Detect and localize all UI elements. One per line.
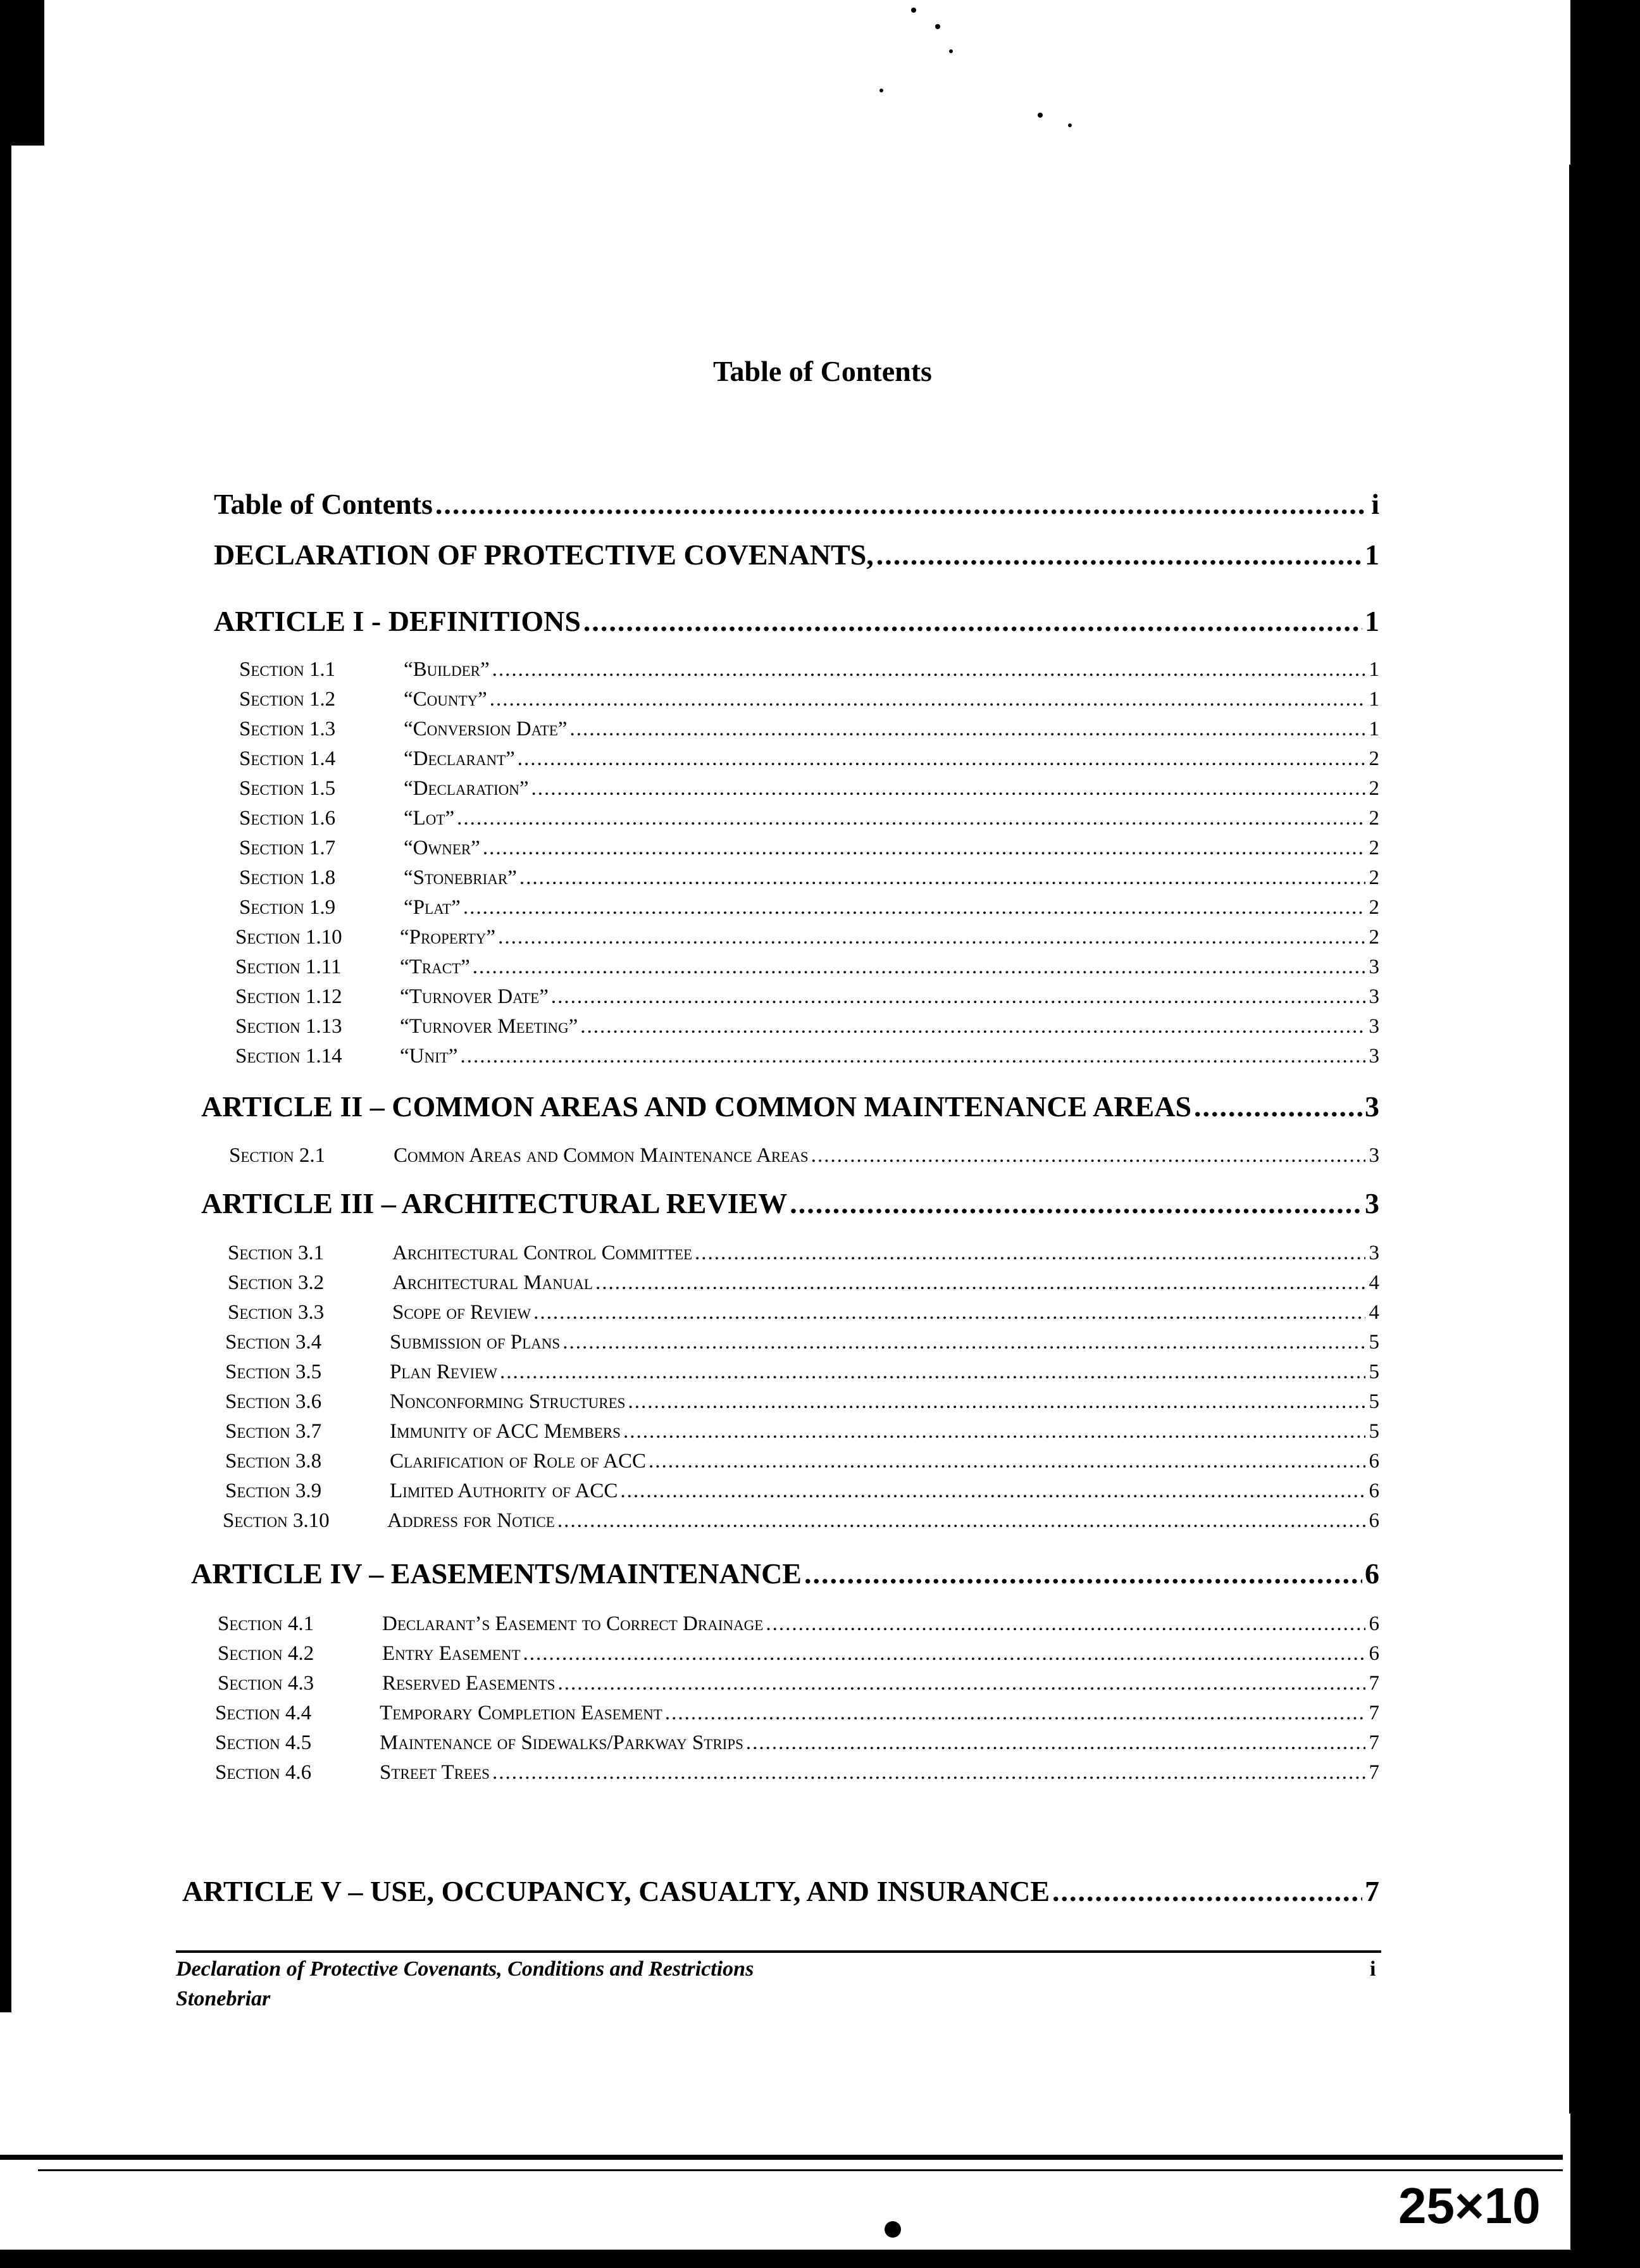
toc-dot-leader: [557, 1509, 1365, 1533]
toc-page-number: 7: [1365, 1875, 1379, 1907]
toc-entry-title: “Unit”: [400, 1045, 458, 1068]
toc-dot-leader: [665, 1702, 1365, 1725]
toc-dot-leader: [518, 747, 1365, 771]
toc-section-entry: [239, 777, 1379, 801]
toc-section-entry: [228, 1301, 1379, 1324]
toc-section-entry: [239, 896, 1379, 919]
toc-page-number: 6: [1365, 1557, 1379, 1590]
toc-page-number: 6: [1369, 1450, 1379, 1473]
toc-section-entry: [223, 1509, 1379, 1533]
toc-entry-title: “Plat”: [404, 896, 461, 919]
toc-page-number: 2: [1369, 807, 1379, 830]
footer-rule: [176, 1950, 1381, 1953]
toc-entry-title: Nonconforming Structures: [390, 1390, 626, 1413]
toc-dot-leader: [623, 1420, 1365, 1443]
toc-page-number: 3: [1365, 1090, 1379, 1123]
toc-page-number: 1: [1365, 539, 1379, 571]
toc-page-number: 6: [1369, 1480, 1379, 1502]
toc-page-number: 6: [1369, 1509, 1379, 1532]
toc-dot-leader: [876, 538, 1362, 571]
toc-section-number: Section 3.10: [223, 1509, 330, 1532]
toc-entry-title: Maintenance of Sidewalks/Parkway Strips: [380, 1731, 743, 1754]
toc-page-number: 3: [1369, 1242, 1379, 1264]
toc-page-number: 2: [1369, 747, 1379, 770]
toc-dot-leader: [1194, 1090, 1362, 1123]
toc-heading-entry: [201, 1090, 1379, 1123]
toc-section-entry: [215, 1702, 1379, 1725]
toc-entry-title: Submission of Plans: [390, 1331, 561, 1354]
toc-dot-leader: [490, 688, 1365, 711]
toc-dot-leader: [766, 1612, 1365, 1636]
toc-page-number: i: [1371, 488, 1379, 520]
toc-entry-title: Temporary Completion Easement: [380, 1702, 662, 1724]
toc-dot-leader: [1052, 1874, 1362, 1908]
toc-dot-leader: [649, 1450, 1365, 1473]
toc-dot-leader: [580, 1015, 1365, 1038]
toc-dot-leader: [557, 1672, 1365, 1695]
toc-section-entry: [228, 1242, 1379, 1265]
toc-entry-title: Scope of Review: [392, 1301, 531, 1324]
toc-dot-leader: [620, 1480, 1365, 1503]
toc-section-number: Section 1.10: [235, 926, 342, 949]
toc-entry-title: ARTICLE IV – EASEMENTS/MAINTENANCE: [191, 1557, 802, 1590]
footer-project-name: Stonebriar: [176, 1987, 271, 2010]
toc-entry-title: ARTICLE I - DEFINITIONS: [214, 605, 581, 637]
toc-section-entry: [235, 956, 1379, 979]
toc-section-entry: [239, 837, 1379, 860]
toc-dot-leader: [804, 1557, 1362, 1590]
toc-page-number: 7: [1369, 1702, 1379, 1724]
toc-entry-title: “Conversion Date”: [404, 718, 568, 740]
toc-entry-title: ARTICLE V – USE, OCCUPANCY, CASUALTY, AND INSURANCE: [182, 1875, 1050, 1907]
toc-entry-title: Architectural Manual: [392, 1271, 593, 1294]
toc-section-number: Section 3.6: [225, 1390, 322, 1413]
toc-page-number: 2: [1369, 866, 1379, 889]
toc-section-number: Section 3.9: [225, 1480, 322, 1502]
toc-page-number: 2: [1369, 926, 1379, 949]
toc-section-entry: [239, 747, 1379, 771]
toc-entry-title: Entry Easement: [382, 1642, 521, 1665]
toc-page-number: 5: [1369, 1390, 1379, 1413]
toc-page-number: 5: [1369, 1331, 1379, 1354]
toc-page-number: 1: [1369, 688, 1379, 711]
toc-entry-title: “Lot”: [404, 807, 455, 830]
toc-section-entry: [215, 1731, 1379, 1755]
toc-entry-title: Declarant’s Easement to Correct Drainage: [382, 1612, 764, 1635]
scan-bottom-line: [0, 2155, 1563, 2160]
toc-section-entry: [239, 866, 1379, 890]
toc-section-number: Section 3.4: [225, 1331, 322, 1354]
toc-section-entry: [235, 926, 1379, 949]
toc-page-number: 5: [1369, 1361, 1379, 1383]
scan-circle-mark: [885, 2221, 901, 2238]
toc-section-entry: [225, 1450, 1379, 1473]
toc-section-entry: [235, 1045, 1379, 1068]
toc-section-entry: [218, 1642, 1379, 1666]
toc-entry-title: “Property”: [400, 926, 496, 949]
toc-page-number: 4: [1369, 1271, 1379, 1294]
toc-entry-title: Immunity of ACC Members: [390, 1420, 621, 1443]
toc-section-entry: [225, 1361, 1379, 1384]
microfilm-frame-code: 25×10: [1398, 2178, 1541, 2234]
toc-section-number: Section 2.1: [229, 1144, 326, 1167]
toc-heading-entry: [214, 487, 1379, 521]
toc-section-number: Section 1.7: [239, 837, 336, 859]
toc-page-number: 2: [1369, 777, 1379, 800]
footer-page-number: i: [1370, 1957, 1376, 1981]
toc-entry-title: “Stonebriar”: [404, 866, 517, 889]
toc-section-number: Section 3.3: [228, 1301, 325, 1324]
toc-page-number: 6: [1369, 1612, 1379, 1635]
toc-page-number: 2: [1369, 837, 1379, 859]
toc-section-number: Section 3.1: [228, 1242, 325, 1264]
page-title: Table of Contents: [713, 355, 932, 387]
toc-entry-title: Architectural Control Committee: [392, 1242, 693, 1264]
toc-dot-leader: [460, 1045, 1365, 1068]
toc-entry-title: “Owner”: [404, 837, 480, 859]
toc-dot-leader: [562, 1331, 1365, 1354]
toc-dot-leader: [583, 604, 1362, 638]
toc-entry-title: “Tract”: [400, 956, 470, 978]
toc-section-entry: [239, 658, 1379, 682]
toc-dot-leader: [811, 1144, 1365, 1168]
toc-section-number: Section 1.8: [239, 866, 336, 889]
toc-entry-title: DECLARATION OF PROTECTIVE COVENANTS,: [214, 539, 874, 571]
toc-heading-entry: [201, 1187, 1379, 1220]
toc-dot-leader: [492, 1761, 1365, 1785]
toc-section-number: Section 1.11: [235, 956, 342, 978]
toc-section-entry: [239, 688, 1379, 711]
toc-section-entry: [218, 1612, 1379, 1636]
toc-entry-title: ARTICLE III – ARCHITECTURAL REVIEW: [201, 1187, 788, 1219]
toc-entry-title: “Turnover Date”: [400, 985, 549, 1008]
toc-section-number: Section 1.5: [239, 777, 336, 800]
toc-heading-entry: [182, 1874, 1379, 1908]
toc-entry-title: “Declarant”: [404, 747, 515, 770]
toc-dot-leader: [595, 1271, 1365, 1295]
toc-heading-entry: [191, 1557, 1379, 1590]
toc-entry-title: Clarification of Role of ACC: [390, 1450, 647, 1473]
toc-dot-leader: [463, 896, 1365, 919]
toc-section-number: Section 1.3: [239, 718, 336, 740]
toc-entry-title: Table of Contents: [214, 488, 433, 520]
toc-section-entry: [235, 985, 1379, 1009]
toc-dot-leader: [519, 866, 1365, 890]
toc-section-entry: [225, 1390, 1379, 1414]
toc-heading-entry: [214, 604, 1379, 638]
toc-section-number: Section 4.6: [215, 1761, 312, 1784]
toc-page-number: 7: [1369, 1672, 1379, 1695]
toc-page-number: 3: [1365, 1187, 1379, 1219]
toc-dot-leader: [457, 807, 1365, 830]
toc-section-entry: [235, 1015, 1379, 1038]
toc-section-entry: [225, 1331, 1379, 1354]
toc-dot-leader: [628, 1390, 1365, 1414]
toc-page-number: 7: [1369, 1761, 1379, 1784]
scan-edge-left: [0, 0, 44, 146]
toc-section-number: Section 3.5: [225, 1361, 322, 1383]
toc-section-entry: [225, 1420, 1379, 1443]
toc-dot-leader: [551, 985, 1365, 1009]
toc-entry-title: Street Trees: [380, 1761, 490, 1784]
toc-section-number: Section 4.2: [218, 1642, 314, 1665]
toc-page-number: 3: [1369, 1144, 1379, 1167]
toc-section-number: Section 1.4: [239, 747, 336, 770]
toc-section-entry: [228, 1271, 1379, 1295]
toc-page-number: 3: [1369, 956, 1379, 978]
toc-dot-leader: [435, 487, 1365, 521]
toc-entry-title: Common Areas and Common Maintenance Areas: [394, 1144, 809, 1167]
toc-page-number: 4: [1369, 1301, 1379, 1324]
toc-entry-title: Plan Review: [390, 1361, 497, 1383]
speck: [1038, 113, 1043, 118]
toc-section-number: Section 4.4: [215, 1702, 312, 1724]
toc-page-number: 1: [1365, 605, 1379, 637]
toc-dot-leader: [790, 1187, 1362, 1220]
toc-entry-title: “Turnover Meeting”: [400, 1015, 578, 1038]
speck: [949, 49, 953, 53]
toc-section-entry: [218, 1672, 1379, 1695]
footer-document-title: Declaration of Protective Covenants, Conditions and Restrictions: [176, 1957, 754, 1981]
toc-section-number: Section 3.2: [228, 1271, 325, 1294]
toc-dot-leader: [500, 1361, 1365, 1384]
toc-dot-leader: [533, 1301, 1365, 1324]
speck: [879, 89, 883, 92]
toc-page-number: 1: [1369, 718, 1379, 740]
toc-section-entry: [215, 1761, 1379, 1785]
toc-dot-leader: [569, 718, 1365, 741]
toc-section-number: Section 1.2: [239, 688, 336, 711]
toc-entry-title: “County”: [404, 688, 487, 711]
scan-edge-right-strip: [1569, 165, 1589, 2114]
toc-dot-leader: [492, 658, 1365, 682]
toc-dot-leader: [695, 1242, 1365, 1265]
toc-page-number: 7: [1369, 1731, 1379, 1754]
toc-section-number: Section 1.1: [239, 658, 336, 681]
speck: [911, 8, 916, 13]
toc-page-number: 3: [1369, 1015, 1379, 1038]
toc-page-number: 3: [1369, 1045, 1379, 1068]
toc-entry-title: “Builder”: [404, 658, 490, 681]
toc-section-number: Section 1.12: [235, 985, 342, 1008]
toc-page-number: 6: [1369, 1642, 1379, 1665]
scan-edge-bottom: [0, 2250, 1640, 2268]
toc-page-number: 1: [1369, 658, 1379, 681]
toc-page-number: 3: [1369, 985, 1379, 1008]
toc-section-number: Section 4.5: [215, 1731, 312, 1754]
speck: [935, 24, 940, 29]
toc-dot-leader: [746, 1731, 1365, 1755]
toc-section-entry: [239, 718, 1379, 741]
toc-dot-leader: [473, 956, 1365, 979]
toc-dot-leader: [483, 837, 1365, 860]
toc-page-number: 5: [1369, 1420, 1379, 1443]
toc-section-number: Section 1.13: [235, 1015, 342, 1038]
toc-heading-entry: [214, 538, 1379, 571]
toc-page-number: 2: [1369, 896, 1379, 919]
toc-section-number: Section 4.1: [218, 1612, 314, 1635]
toc-dot-leader: [531, 777, 1365, 801]
toc-section-number: Section 1.9: [239, 896, 336, 919]
scan-edge-left-strip: [0, 146, 11, 2012]
toc-entry-title: ARTICLE II – COMMON AREAS AND COMMON MAINTENANCE AREAS: [201, 1090, 1192, 1123]
toc-section-entry: [225, 1480, 1379, 1503]
toc-entry-title: Address for Notice: [387, 1509, 555, 1532]
toc-section-number: Section 1.14: [235, 1045, 342, 1068]
toc-section-entry: [229, 1144, 1379, 1168]
toc-dot-leader: [523, 1642, 1365, 1666]
toc-section-number: Section 4.3: [218, 1672, 314, 1695]
toc-entry-title: Limited Authority of ACC: [390, 1480, 618, 1502]
toc-entry-title: “Declaration”: [404, 777, 529, 800]
toc-dot-leader: [498, 926, 1365, 949]
toc-section-number: Section 3.7: [225, 1420, 322, 1443]
toc-section-number: Section 3.8: [225, 1450, 322, 1473]
toc-section-number: Section 1.6: [239, 807, 336, 830]
scan-bottom-line-thin: [38, 2169, 1563, 2171]
toc-entry-title: Reserved Easements: [382, 1672, 556, 1695]
toc-section-entry: [239, 807, 1379, 830]
speck: [1068, 123, 1072, 127]
